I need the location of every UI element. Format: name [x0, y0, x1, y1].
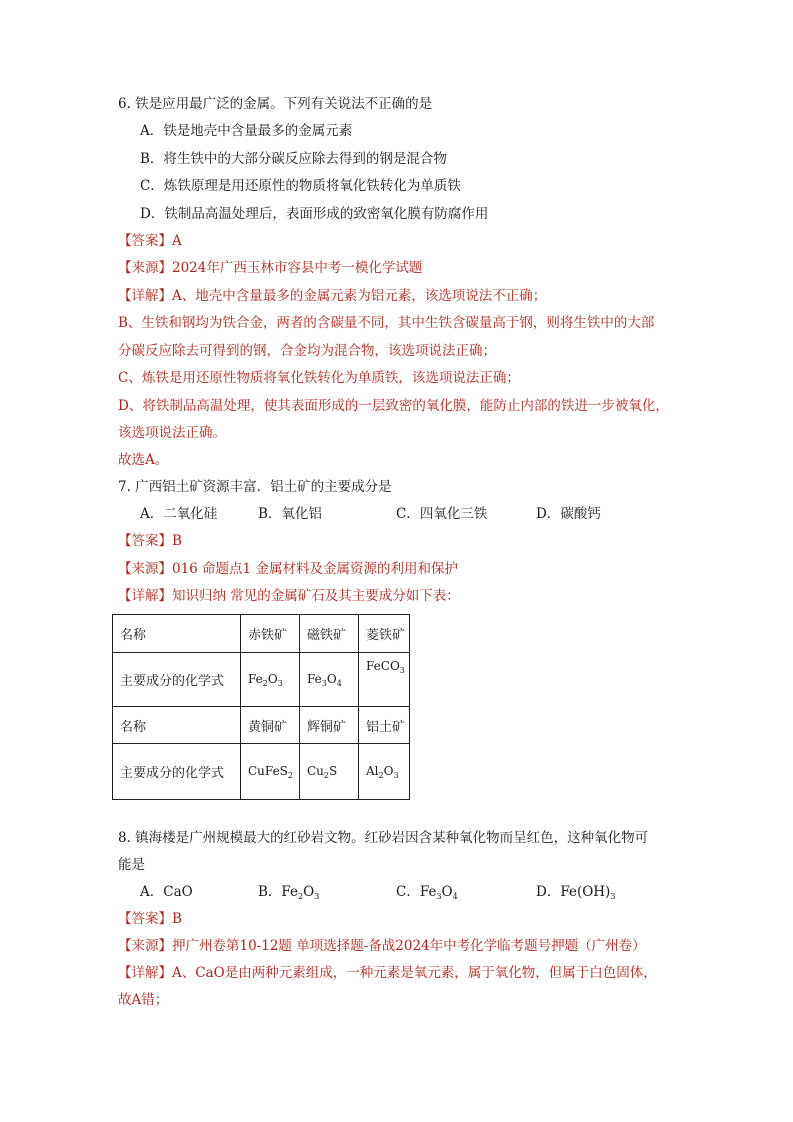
- q6-stem: 6. 铁是应用最广泛的金属。下列有关说法不正确的是: [118, 96, 433, 112]
- formula-bauxite: $Al_2O_3$: [359, 744, 410, 800]
- formula-siderite: FeCO$_3$: [359, 653, 410, 707]
- formula-hematite: $Fe_2O_3$: [241, 653, 300, 707]
- q6-conclusion: 故选A。: [118, 452, 169, 468]
- q7-answer: 【答案】B: [118, 533, 182, 549]
- q8-answer: 【答案】B: [118, 911, 182, 927]
- table-row: [113, 744, 410, 800]
- q6-option-c: C．炼铁原理是用还原性的物质将氧化铁转化为单质铁: [140, 178, 461, 194]
- q6-option-a: A．铁是地壳中含量最多的金属元素: [140, 123, 353, 139]
- ore-name: 黄铜矿: [241, 707, 300, 744]
- q8-stem-line2: 能是: [118, 857, 145, 873]
- q8-option-d: D．$Fe(OH)_3$: [536, 884, 616, 901]
- q7-option-b: B．氧化铝: [258, 506, 322, 522]
- q7-option-c: C．四氧化三铁: [396, 506, 488, 522]
- q6-source: 【来源】2024年广西玉林市容县中考一模化学试题: [118, 260, 423, 276]
- ore-table: [112, 614, 410, 800]
- q7-stem: 7. 广西铝土矿资源丰富．铝土矿的主要成分是: [118, 479, 392, 495]
- ore-name: 赤铁矿: [241, 615, 300, 653]
- ore-name: 磁铁矿: [300, 615, 359, 653]
- formula-label: 主要成分的化学式: [113, 653, 241, 707]
- q6-explanation-b2: 分碳反应除去可得到的钢，合金均为混合物，该选项说法正确；: [118, 343, 496, 359]
- formula-chalcopyrite: CuFeS$_2$: [241, 744, 300, 800]
- ore-name: 辉铜矿: [300, 707, 359, 744]
- q7-option-a: A．二氧化硅: [140, 506, 218, 522]
- q6-explanation-a: 【详解】A、地壳中含量最多的金属元素为铝元素，该选项说法不正确；: [118, 288, 547, 304]
- name-label: 名称: [113, 707, 241, 744]
- q8-option-b: B．$Fe_2O_3$: [258, 884, 320, 901]
- q6-explanation-d2: 该选项说法正确。: [118, 425, 226, 441]
- q6-explanation-b1: B、生铁和钢均为铁合金，两者的含碳量不同，其中生铁含碳量高于钢，则将生铁中的大部: [118, 315, 655, 331]
- q8-option-a: A．CaO: [140, 884, 193, 900]
- table-row: [113, 615, 410, 653]
- q8-option-c: C．$Fe_3O_4$: [396, 884, 458, 901]
- q6-option-d: D．铁制品高温处理后，表面形成的致密氧化膜有防腐作用: [140, 206, 489, 222]
- formula-chalcocite: $Cu_2S$: [300, 744, 359, 800]
- q8-source: 【来源】押广州卷第10-12题 单项选择题-备战2024年中考化学临考题号押题（广州卷）: [118, 938, 646, 954]
- formula-magnetite: $Fe_3O_4$: [300, 653, 359, 707]
- name-label: 名称: [113, 615, 241, 653]
- q7-source: 【来源】016 命题点1 金属材料及金属资源的利用和保护: [118, 561, 458, 577]
- formula-label: 主要成分的化学式: [113, 744, 241, 800]
- q7-option-d: D．碳酸钙: [536, 506, 601, 522]
- table-row: [113, 707, 410, 744]
- q6-option-b: B．将生铁中的大部分碳反应除去得到的钢是混合物: [140, 151, 447, 167]
- q8-explanation-a2: 故A错；: [118, 992, 169, 1008]
- q6-answer: 【答案】A: [118, 233, 182, 249]
- q6-explanation-c: C、炼铁是用还原性物质将氧化铁转化为单质铁，该选项说法正确；: [118, 370, 520, 386]
- q6-explanation-d1: D、将铁制品高温处理，使其表面形成的一层致密的氧化膜，能防止内部的铁进一步被氧化，: [118, 398, 669, 414]
- q8-stem-line1: 8. 镇海楼是广州规模最大的红砂岩文物。红砂岩因含某种氧化物而呈红色，这种氧化物可: [118, 830, 649, 846]
- q8-explanation-a1: 【详解】A、CaO是由两种元素组成，一种元素是氧元素，属于氧化物，但属于白色固体，: [118, 965, 657, 981]
- ore-name: 菱铁矿: [359, 615, 410, 653]
- ore-name: 铝土矿: [359, 707, 410, 744]
- q7-explanation: 【详解】知识归纳 常见的金属矿石及其主要成分如下表：: [118, 588, 460, 604]
- table-row: [113, 653, 410, 707]
